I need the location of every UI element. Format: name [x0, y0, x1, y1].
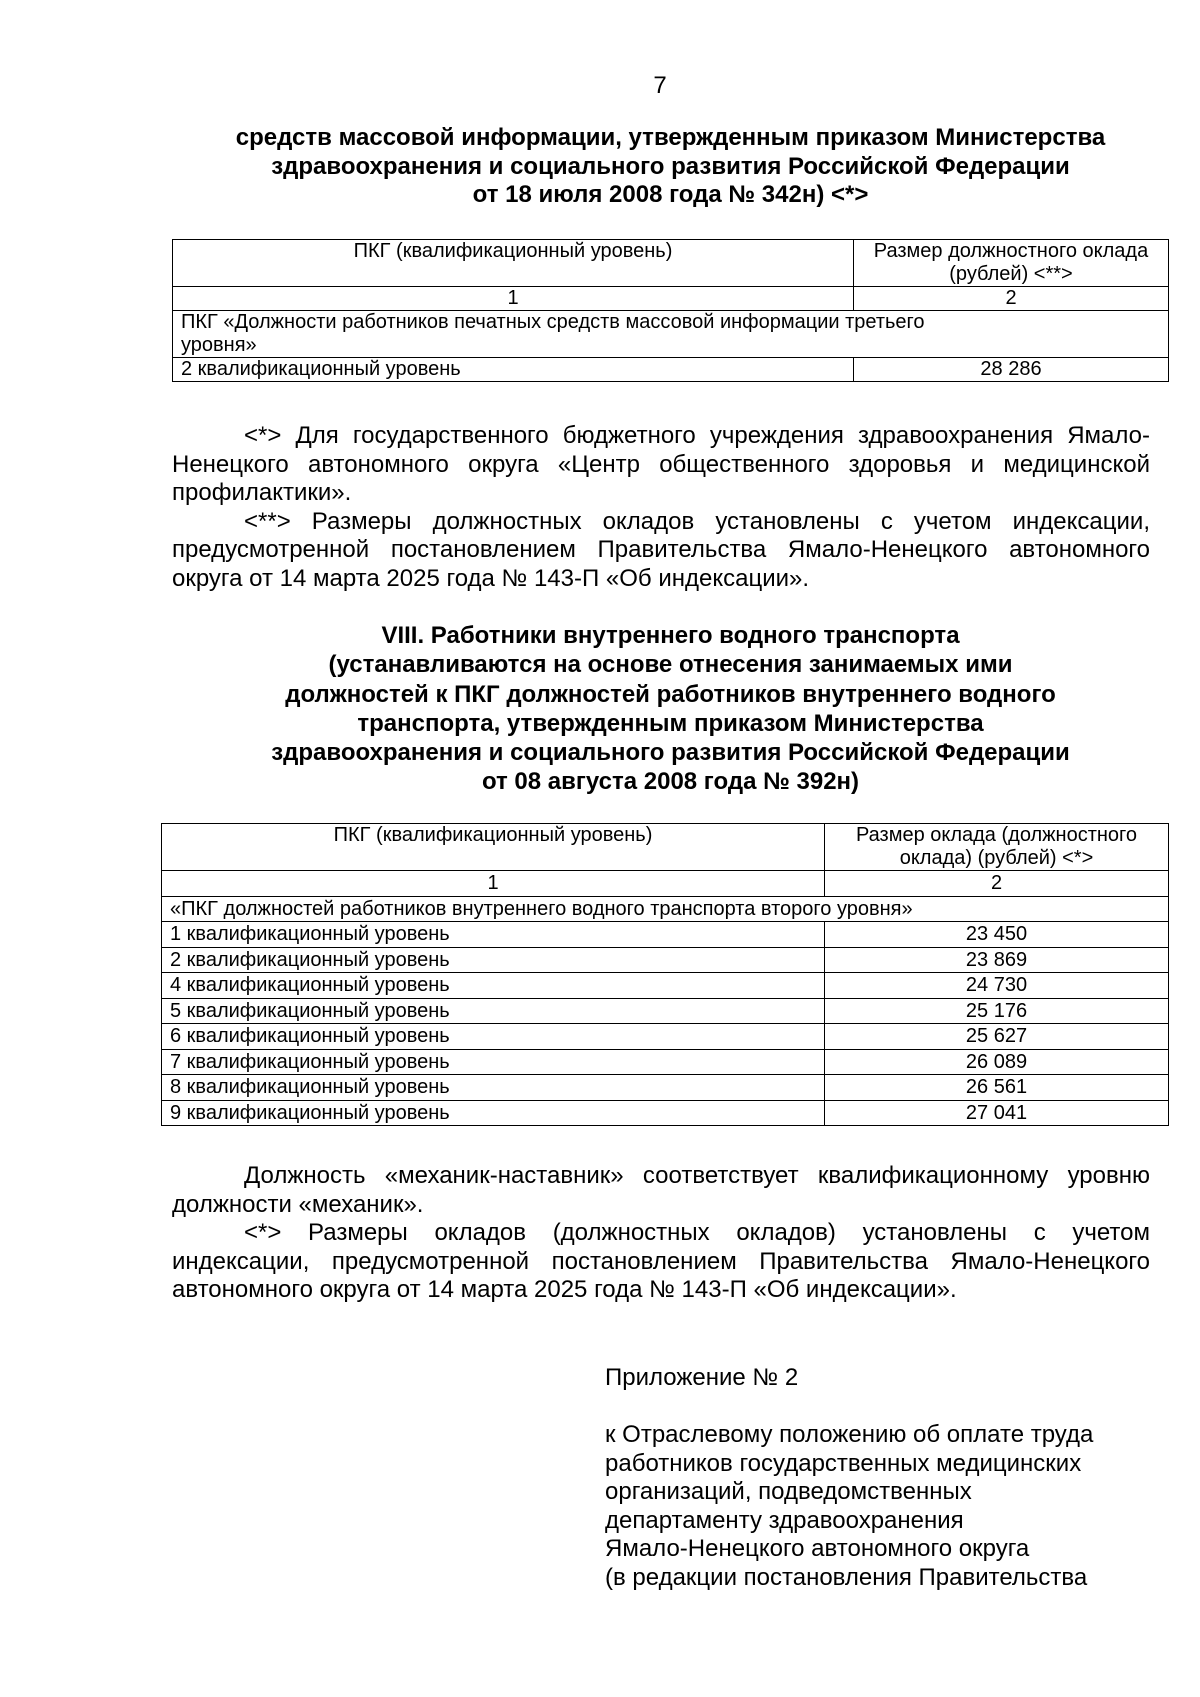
notes-2 [172, 1162, 1150, 1305]
heading-line: транспорта, утвержденным приказом Министерства [357, 709, 984, 737]
salary-cell: 23 869 [825, 947, 1169, 973]
appendix-line: к Отраслевому положению об оплате труда [605, 1421, 1094, 1448]
appendix-line: Ямало-Ненецкого автономного округа [605, 1535, 1030, 1562]
salary-cell: 26 089 [825, 1049, 1169, 1075]
table-numbering-row [173, 287, 1169, 311]
heading-line: от 08 августа 2008 года № 392н) [481, 768, 860, 796]
appendix-line: работников государственных медицинских [605, 1449, 1082, 1477]
table-row [162, 922, 1169, 948]
table-row [162, 973, 1169, 999]
level-cell: 1 квалификационный уровень [162, 922, 825, 948]
heading-line: должностей к ПКГ должностей работников внутреннего водного [285, 680, 1056, 708]
appendix-line: департаменту здравоохранения [605, 1506, 964, 1534]
salary-cell: 27 041 [825, 1100, 1169, 1126]
heading-line: VIII. Работники внутреннего водного транспорта [381, 622, 960, 649]
salary-cell: 24 730 [825, 973, 1169, 999]
level-cell: 8 квалификационный уровень [162, 1075, 825, 1101]
salary-cell: 26 561 [825, 1075, 1169, 1101]
salary-cell: 28 286 [854, 358, 1169, 382]
table-row [162, 1075, 1169, 1101]
footnotes-1 [172, 422, 1150, 593]
level-cell: 5 квалификационный уровень [162, 998, 825, 1024]
table-row [162, 1024, 1169, 1050]
heading-line: здравоохранения и социального развития Российской Федерации [271, 152, 1070, 180]
column-header: ПКГ (квалификационный уровень) [173, 240, 854, 287]
heading-line: от 18 июля 2008 года № 342н) <*> [472, 181, 869, 208]
column-header: Размер должностного оклада (рублей) <**> [854, 240, 1169, 287]
table-row [173, 358, 1169, 382]
level-cell: 9 квалификационный уровень [162, 1100, 825, 1126]
column-number: 1 [173, 287, 854, 311]
table-header-row [162, 824, 1169, 871]
footnote: <**> Размеры должностных окладов установлены с учетом индексации, предусмотренной постановлением Правительства Ямало-Ненецкого автономного округа от 14 марта 2025 года № 143-П «Об индексации». [172, 507, 1150, 592]
level-cell: 6 квалификационный уровень [162, 1024, 825, 1050]
table-row [162, 947, 1169, 973]
level-cell: 2 квалификационный уровень [162, 947, 825, 973]
appendix-title: Приложение № 2 [605, 1364, 799, 1391]
level-cell: 2 квалификационный уровень [173, 358, 854, 382]
section-heading-continued [172, 124, 1169, 210]
group-label: «ПКГ должностей работников внутреннего водного транспорта второго уровня» [162, 896, 1169, 922]
salary-table-water-transport [161, 823, 1169, 1126]
level-cell: 4 квалификационный уровень [162, 973, 825, 999]
page-number: 7 [653, 72, 667, 99]
salary-cell: 25 176 [825, 998, 1169, 1024]
footnote: <*> Размеры окладов (должностных окладов) установлены с учетом индексации, предусмотренной постановлением Правительства Ямало-Ненецкого автономного округа от 14 марта 2025 года № 143-П «Об индексации». [172, 1219, 1150, 1303]
heading-line: средств массовой информации, утвержденным приказом Министерства [235, 124, 1106, 151]
heading-line: (устанавливаются на основе отнесения занимаемых ими [328, 651, 1013, 679]
footnote: <*> Для государственного бюджетного учреждения здравоохранения Ямало-Ненецкого автономного округа «Центр общественного здоровья и медицинской профилактики». [172, 422, 1150, 506]
table-group-row [173, 311, 1169, 358]
column-number: 2 [825, 871, 1169, 897]
table-group-row [162, 896, 1169, 922]
appendix-line: (в редакции постановления Правительства [605, 1563, 1088, 1591]
level-cell: 7 квалификационный уровень [162, 1049, 825, 1075]
table-row [162, 998, 1169, 1024]
note: Должность «механик-наставник» соответствует квалификационному уровню должности «механик». [172, 1162, 1150, 1218]
appendix-caption [605, 1421, 1165, 1592]
column-header: ПКГ (квалификационный уровень) [162, 824, 825, 871]
column-number: 2 [854, 287, 1169, 311]
column-header: Размер оклада (должностного оклада) (рублей) <*> [825, 824, 1169, 871]
heading-line: здравоохранения и социального развития Российской Федерации [271, 739, 1070, 767]
salary-cell: 25 627 [825, 1024, 1169, 1050]
salary-table-media [172, 239, 1169, 382]
salary-cell: 23 450 [825, 922, 1169, 948]
table-row [162, 1049, 1169, 1075]
table-row [162, 1100, 1169, 1126]
column-number: 1 [162, 871, 825, 897]
table-numbering-row [162, 871, 1169, 897]
table-header-row [173, 240, 1169, 287]
group-label: ПКГ «Должности работников печатных средств массовой информации третьего уровня» [173, 311, 1169, 358]
appendix-line: организаций, подведомственных [605, 1478, 972, 1505]
section-heading-viii [172, 621, 1169, 797]
